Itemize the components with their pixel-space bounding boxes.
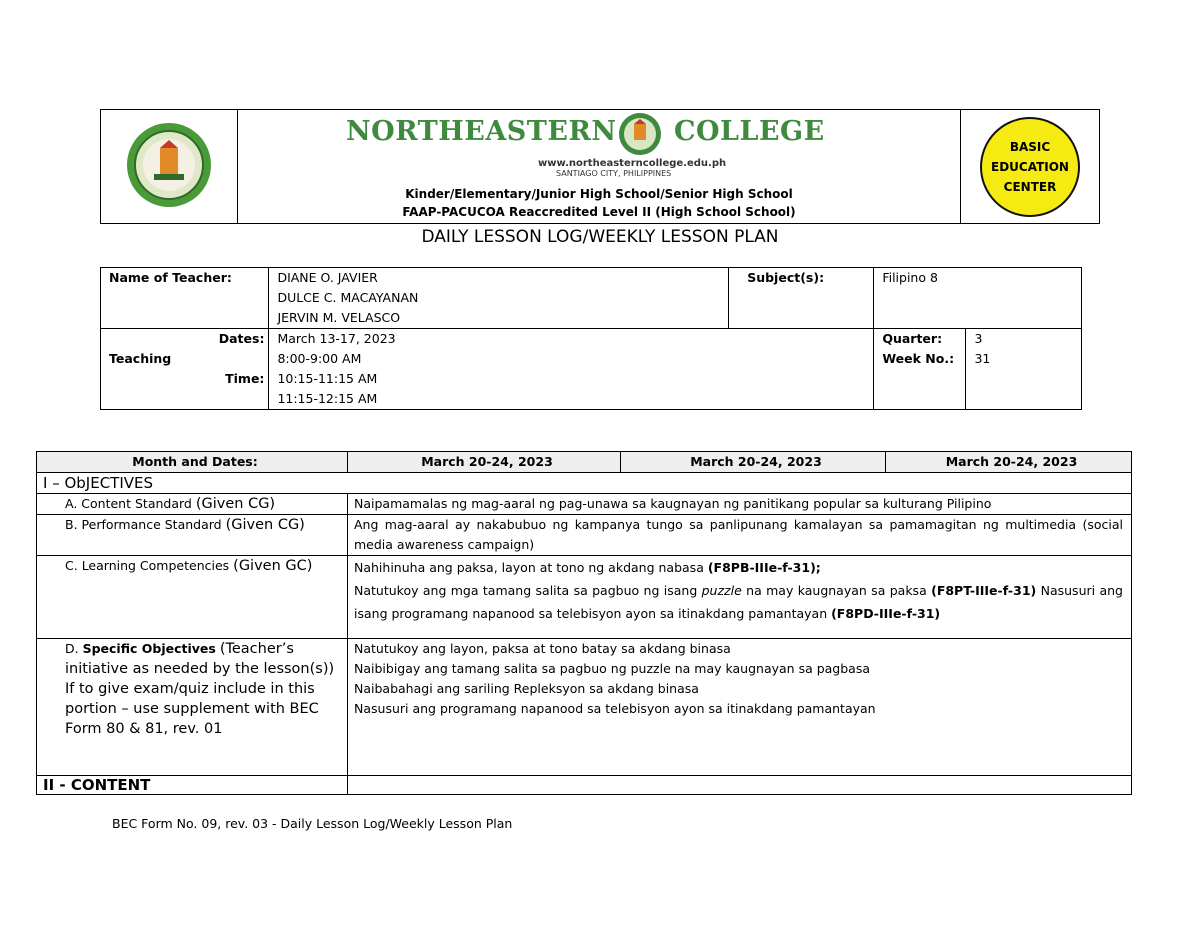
teaching-label: Teaching — [109, 351, 172, 366]
content-standard-row — [37, 494, 1132, 515]
subject-label: Subject(s): — [729, 268, 874, 329]
time-value: 10:15-11:15 AM — [277, 371, 378, 386]
competency-text: na may kaugnayan sa paksa — [741, 583, 932, 598]
competency-text: Nahihinuha ang paksa, layon at tono ng akdang nabasa — [354, 560, 708, 575]
dates-label: Dates: — [218, 331, 265, 346]
badge-line: CENTER — [1003, 179, 1057, 194]
content-section-row — [37, 776, 1132, 795]
item-label: Content Standard — [81, 496, 192, 511]
badge-cell — [961, 110, 1100, 224]
objective-item: Naibibigay ang tamang salita sa pagbuo ng puzzle na may kaugnayan sa pagbasa — [354, 661, 871, 676]
month-label: Month and Dates: — [37, 452, 348, 473]
performance-standard-label — [37, 515, 348, 556]
week-value: 31 — [974, 351, 991, 366]
competency-code: (F8PD-IIIe-f-31) — [831, 606, 941, 621]
learning-competencies-value — [348, 556, 1132, 639]
performance-standard-value: Ang mag-aaral ay nakabubuo ng kampanya tungo sa panlipunang kamalayan sa pamamagitan ng multimedia (social media awareness campaign) — [348, 515, 1132, 556]
teacher-name: DULCE C. MACAYANAN — [277, 290, 419, 305]
item-label: Specific Objectives — [82, 641, 216, 656]
competency-code: (F8PB-IIIe-f-31); — [707, 560, 821, 575]
schedule-cell — [269, 329, 874, 410]
specific-objectives-row — [37, 639, 1132, 776]
city: SANTIAGO CITY, PHILIPPINES — [556, 169, 672, 178]
learning-competencies-label — [37, 556, 348, 639]
center-seal-icon — [618, 112, 662, 156]
brand-left: NORTHEASTERN — [346, 116, 617, 147]
teacher-name: JERVIN M. VELASCO — [277, 310, 401, 325]
item-note: (Given GC) — [233, 558, 313, 574]
item-label: Learning Competencies — [81, 558, 230, 573]
specific-objectives-value — [348, 639, 1132, 776]
quarter-week-labels — [874, 329, 966, 410]
item-label: Performance Standard — [81, 517, 222, 532]
document-title: DAILY LESSON LOG/WEEKLY LESSON PLAN — [421, 227, 779, 247]
item-note: (Teacher’s initiative as needed by the lesson(s)) If to give exam/quiz include in this portion – use supplement with BEC Form 80 & 81, rev. 01 — [65, 641, 335, 737]
content-standard-value: Naipamamalas ng mag-aaral ng pag-unawa sa kaugnayan ng panitikang popular sa kulturang Pilipino — [348, 494, 1132, 515]
performance-standard-row — [37, 515, 1132, 556]
school-name-cell — [238, 110, 961, 224]
accreditation: FAAP-PACUCOA Reaccredited Level II (High School School) — [402, 205, 796, 219]
teaching-label-cell — [101, 329, 269, 410]
teacher-info-table — [100, 267, 1082, 410]
form-footer: BEC Form No. 09, rev. 03 - Daily Lesson Log/Weekly Lesson Plan — [112, 816, 513, 831]
content-standard-label — [37, 494, 348, 515]
badge-line: BASIC — [1009, 139, 1051, 154]
learning-competencies-row — [37, 556, 1132, 639]
subject-value: Filipino 8 — [874, 268, 1082, 329]
date-column: March 20-24, 2023 — [348, 452, 621, 473]
school-header — [100, 109, 1100, 224]
teacher-label: Name of Teacher: — [101, 268, 269, 329]
item-letter: B. — [65, 517, 78, 532]
time-value: 8:00-9:00 AM — [277, 351, 362, 366]
time-label: Time: — [225, 371, 265, 386]
competency-text: Nasusuri ang isang programang napanood sa telebisyon ayon sa itinakdang pamantayan — [354, 583, 1123, 621]
teacher-name: DIANE O. JAVIER — [277, 270, 378, 285]
content-value — [348, 776, 1132, 795]
quarter-week-values — [966, 329, 1082, 410]
specific-objectives-label — [37, 639, 348, 776]
item-letter: D. — [65, 641, 79, 656]
quarter-label: Quarter: — [882, 331, 943, 346]
month-dates-row — [37, 452, 1132, 473]
brand-right: COLLEGE — [674, 116, 825, 147]
dates-value: March 13-17, 2023 — [277, 331, 396, 346]
quarter-value: 3 — [974, 331, 983, 346]
objective-item: Nasusuri ang programang napanood sa telebisyon ayon sa itinakdang pamantayan — [354, 701, 876, 716]
item-letter: A. — [65, 496, 78, 511]
competency-code: (F8PT-IIIe-f-31) — [931, 583, 1037, 598]
lesson-plan-table — [36, 451, 1132, 795]
date-column: March 20-24, 2023 — [886, 452, 1132, 473]
website: www.northeasterncollege.edu.ph — [538, 158, 727, 169]
competency-text: Natutukoy ang mga tamang salita sa pagbuo ng isang — [354, 583, 702, 598]
school-seal-icon — [124, 120, 214, 210]
item-note: (Given CG) — [195, 496, 276, 512]
objectives-title: I – ObJECTIVES — [37, 473, 1132, 494]
school-levels: Kinder/Elementary/Junior High School/Senior High School — [405, 187, 793, 201]
item-note: (Given CG) — [225, 517, 305, 533]
left-seal-cell — [101, 110, 238, 224]
objectives-section-row — [37, 473, 1132, 494]
week-label: Week No.: — [882, 351, 955, 366]
date-column: March 20-24, 2023 — [621, 452, 886, 473]
time-value: 11:15-12:15 AM — [277, 391, 378, 406]
badge-line: EDUCATION — [991, 159, 1069, 174]
objective-item: Natutukoy ang layon, paksa at tono batay sa akdang binasa — [354, 641, 731, 656]
content-title: II - CONTENT — [37, 776, 348, 795]
item-letter: C. — [65, 558, 78, 573]
basic-education-badge — [980, 117, 1080, 217]
teacher-names — [269, 268, 729, 329]
competency-italic: puzzle — [701, 583, 742, 598]
objective-item: Naibabahagi ang sariling Repleksyon sa akdang binasa — [354, 681, 699, 696]
